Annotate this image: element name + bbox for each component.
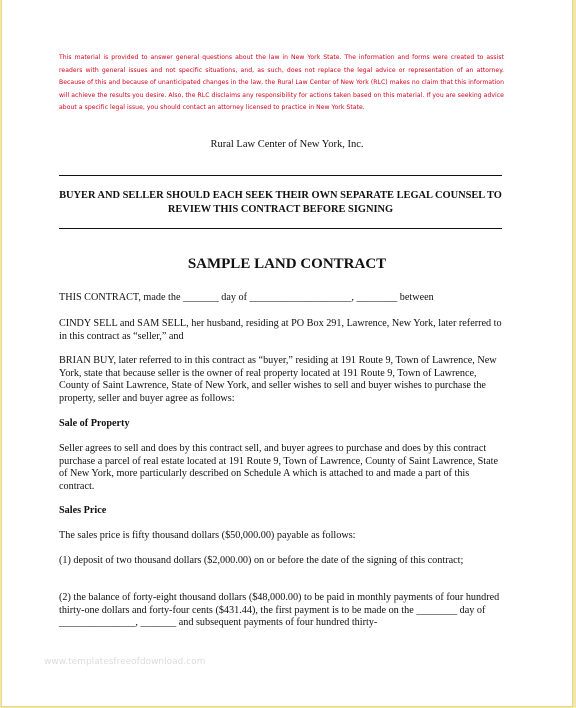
balance-paragraph: (2) the balance of forty-eight thousand dollars ($48,000.00) to be paid in monthly payments of four hundred thirty-one dollars and forty-four cents ($431.44), the first payment is to be made on the ________ day of _______________, _______ and subsequent payments of four hundred thirty- bbox=[59, 592, 500, 629]
section-heading-sales-price: Sales Price bbox=[59, 505, 107, 516]
sales-price-paragraph: The sales price is fifty thousand dollars ($50,000.00) payable as follows: bbox=[59, 530, 356, 541]
document-title: SAMPLE LAND CONTRACT bbox=[187, 256, 387, 272]
contract-intro-paragraph: THIS CONTRACT, made the _______ day of ____________________, ________ between bbox=[59, 292, 434, 303]
seller-paragraph: CINDY SELL and SAM SELL, her husband, residing at PO Box 291, Lawrence, New York, later referred to in this contract as “seller,” and bbox=[59, 318, 502, 342]
counsel-notice: BUYER AND SELLER SHOULD EACH SEEK THEIR OWN SEPARATE LEGAL COUNSEL TO REVIEW THIS CONTRACT BEFORE SIGNING bbox=[59, 190, 502, 215]
sale-of-property-paragraph: Seller agrees to sell and does by this contract sell, and buyer agrees to purchase and does by this contract purchase a parcel of real estate located at 191 Route 9, Town of Lawrence, County of Saint Lawrence, State of New York, more particularly described on Schedule A which is attached to and made a part of this contract. bbox=[59, 443, 498, 492]
buyer-paragraph: BRIAN BUY, later referred to in this contract as “buyer,” residing at 191 Route 9, Town of Lawrence, New York, state that because seller is the owner of real property located at 191 Route 9, Town of Lawrence, County of Saint Lawrence, State of New York, and seller wishes to sell and buyer wishes to purchase the property, seller and buyer agree as follows: bbox=[59, 355, 497, 404]
divider-top bbox=[59, 175, 502, 176]
divider-bottom bbox=[59, 228, 502, 229]
section-heading-sale-of-property: Sale of Property bbox=[59, 418, 130, 429]
legal-disclaimer: This material is provided to answer general questions about the law in New York State. The information and forms were created to assist readers with general issues and not specific situations, and, as such, does not replace the legal advice or representation of an attorney. Because of this and because of unanticipated changes in the law, the Rural Law Center of New York (RLC) makes no claim that this information will achieve the results you desire. Also, the RLC disclaims any responsibility for actions taken based on this material. If you are seeking advice about a specific legal issue, you should contact an attorney licensed to practice in New York State. bbox=[59, 54, 504, 111]
watermark: www.templatesfreeofdownload.com bbox=[44, 657, 206, 667]
document-page bbox=[2, 0, 572, 706]
organization-name: Rural Law Center of New York, Inc. bbox=[210, 139, 364, 150]
deposit-paragraph: (1) deposit of two thousand dollars ($2,000.00) on or before the date of the signing of this contract; bbox=[59, 555, 464, 566]
